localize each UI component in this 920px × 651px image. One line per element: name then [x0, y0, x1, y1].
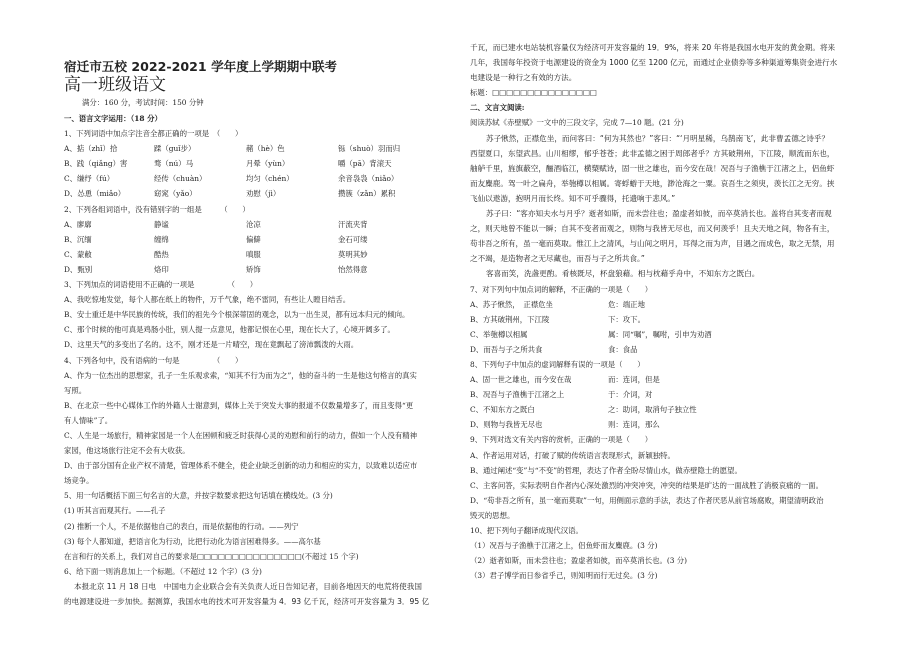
text-line: B、安士重迁是中华民族的传统，我们的祖先今个根深蒂固的观念，以为一出生灵，都有远本归元的倾向。 — [64, 310, 410, 320]
passage-line: 客喜而笑，洗盏更酌。肴核既尽，杯盘狼藉。相与枕藉乎舟中，不知东方之既白。 — [486, 269, 760, 279]
text-line: （3）君子博学而日参省乎己，则知明而行无过矣。(3 分) — [470, 571, 658, 581]
news-text-line: 的电源建设进一步加快。据测算，我国水电的技术可开发容量为 4．93 亿千瓦，经济可开发容量为 3．95 亿 — [64, 597, 430, 606]
passage-line: 舳舻千里，旌旗蔽空，酾酒临江，横槊赋诗，固一世之雄也，而今安在哉！况吾与子渔樵于江渚之上，侣鱼虾 — [470, 163, 835, 173]
option-row: B、践（qiǎng）害 骛（nú）马 月晕（yùn） 嚼（pā）背滚天 — [64, 159, 392, 169]
question-stem: 2、下列各组词语中，没有错别字的一组是 （ ） — [64, 204, 250, 214]
headline-answer-blank: 标题：□□□□□□□□□□□□□□□ — [470, 88, 597, 98]
text-line: 毁灭的思想。 — [470, 510, 515, 520]
text-line: （2）逝者如斯，而未尝往也；盈虚者如彼，而卒莫消长也。(3 分) — [470, 556, 688, 566]
text-line: 家园，他这场旅行注定不会有大收获。 — [64, 446, 190, 456]
option-row: B、沉缅 缠绵 偏僻 金石可缕 — [64, 234, 368, 244]
news-text-line: 本报北京 11 月 18 日电 中国电力企业联合会有关负责人近日告知记者，目前各地因天的电荒将使我国 — [74, 581, 422, 591]
section-heading: 二、文言文阅读: — [470, 103, 525, 113]
exam-subtitle: 高一班级语文 — [64, 75, 166, 95]
option-row: C、蒙敝 酷热 嗔服 莫明其妙 — [64, 249, 368, 259]
answer-blank-line: 在言和行的关系上，我们对自己的要求是□□□□□□□□□□□□□□□(不超过 15 个字) — [64, 551, 359, 561]
option-row: D、怂恿（miǎo） 窈窕（yǎo） 劝慰（jì） 攒簇（zǎn）累积 — [64, 189, 396, 199]
exam-meta: 满分：160 分，考试时间：150 分钟 — [82, 98, 204, 107]
question-stem: 4、下列各句中，没有语病的一句是 （ ） — [64, 355, 243, 365]
option-row: A、掂（zhǐ）拾 蹂（guǐ步） 赭（hè）色 铄（shuò）羽而归 — [64, 144, 401, 154]
option-row: D、而吾与子之所共食 食：食品 — [470, 344, 638, 354]
text-line: A、我吃惊地发觉，每个人都在纸上的物件，万千气象，绝不雷同，有些让人瞠目结舌。 — [64, 295, 351, 305]
option-row: C、不知东方之既白 之：助词，取消句子独立性 — [470, 405, 697, 415]
text-line: 场竞争。 — [64, 476, 94, 486]
text-line: D、“苟非吾之所有，虽一毫而莫取”一句，用侧面示意的手法，表达了作者厌恶从前官场腐败，期望清明政治 — [470, 495, 824, 505]
text-line: 有人情味”了。 — [64, 415, 113, 425]
option-row: A、廖廓 静谧 沧凉 汗流夹背 — [64, 219, 368, 229]
text-line: (3) 每个人都知道，把语言化为行动，比把行动化为语言困难得多。——高尔基 — [64, 536, 321, 546]
passage-line: 而友麋鹿。驾一叶之扁舟，举匏樽以相属。寄蜉蝣于天地，渺沧海之一粟。哀吾生之须臾，羡长江之无穷。挟 — [470, 178, 835, 188]
option-row: A、苏子愀然， 正襟危坐 危：端正地 — [470, 299, 645, 309]
passage-line: 苟非吾之所有，虽一毫而莫取。惟江上之清风，与山间之明月，耳得之而为声，目遇之而成色，取之无禁，用 — [470, 239, 835, 249]
text-line: A、作为一位杰出的思想家，孔子一生乐观求索，“知其不行为而为之”，他的奋斗的一生是他这句格言的真实 — [64, 370, 417, 380]
option-row: C、缣纾（fú） 经传（chuàn） 均匀（chén） 余音袅袅（niǎo） — [64, 174, 399, 184]
passage-line: 飞仙以遨游，抱明月而长终。知不可乎骤得，托遗响于悲风。” — [470, 193, 676, 203]
question-stem: 6、给下面一则消息加上一个标题。（不超过 12 个字）(3 分) — [64, 566, 262, 576]
text-line: （1）况吾与子渔樵于江渚之上，侣鱼虾而友麋鹿。(3 分) — [470, 541, 658, 551]
text-line: (1) 听其言而观其行。——孔子 — [64, 506, 166, 516]
text-line: A、作者运用对话，打破了赋的传统语言表现形式，新颖独特。 — [470, 450, 675, 460]
section-heading: 一、语言文字运用：（18 分） — [64, 114, 162, 123]
option-row: B、方其破荆州，下江陵 下：攻下。 — [470, 314, 645, 324]
text-line: C、主客问答，实际表明自作者内心深处激烈的冲突冲突，冲突的结果是旷达的一面战胜了消极哀痛的一面。 — [470, 480, 824, 490]
option-group — [64, 217, 464, 277]
text-line: (2) 推断一个人，不是依据他自己的表白，而是依据他的行动。——列宁 — [64, 521, 299, 531]
text-line: C、人生是一场旅行，精神家园是一个人在困顿和疲乏时获得心灵的劝慰和前行的动力，假如一个人没有精神 — [64, 430, 418, 440]
exam-title: 宿迁市五校 2022-2021 学年度上学期期中联考 — [64, 59, 338, 74]
passage-line: 西望夏口，东望武昌。山川相缪，郁乎苍苍；此非孟德之困于周郎者乎？方其破荆州，下江陵，顺流而东也， — [470, 148, 835, 158]
option-row: D、则物与我皆无尽也 则：连词，那么 — [470, 420, 660, 430]
option-row: C、举匏樽以相属 属：同“嘱”，嘱咐，引申为劝酒 — [470, 329, 712, 339]
news-text-line: 电建设是一种行之有效的方法。 — [470, 73, 577, 83]
option-row: B、况吾与子渔樵于江渚之上 于：介词，对 — [470, 390, 653, 400]
option-row: A、固一世之雄也，而今安在哉 而：连词，但是 — [470, 375, 660, 385]
text-line: D、这里天气的多变出了名的。这不，刚才还是一片晴空，现在竟飘起了滂沛瓢泼的大雨。 — [64, 340, 359, 350]
question-stem: 1、下列词语中加点字注音全都正确的一项是 （ ） — [64, 129, 243, 139]
question-stem: 8、下列句子中加点的虚词解释有误的一项是（ ） — [470, 359, 645, 369]
news-text-line: 几年，我国每年投资于电源建设的资金为 1000 亿至 1200 亿元，而通过企业债券等多种渠道筹集资金进行水 — [470, 58, 838, 68]
passage-line: 之，则天地曾不能以一瞬；自其不变者而观之，则物与我皆无尽也，而又何羡乎！且夫天地之间，物各有主， — [470, 224, 835, 234]
passage-line: 之不竭，是造物者之无尽藏也，而吾与子之所共食。” — [470, 254, 645, 264]
question-stem: 7、对下列句中加点词的解释，不正确的一项是（ ） — [470, 284, 653, 294]
right-column — [470, 40, 870, 583]
passage-line: 苏子曰：“客亦知夫水与月乎？逝者如斯，而未尝往也；盈虚者如彼，而卒莫消长也。盖将自其变者而观 — [486, 209, 832, 219]
question-stem: 5、用一句话概括下面三句名言的大意，并按字数要求把这句话填在横线处。(3 分) — [64, 491, 333, 501]
question-stem: 3、下列加点的词语使用不正确的一项是 （ ） — [64, 280, 258, 290]
question-stem: 10、把下列句子翻译成现代汉语。 — [470, 526, 583, 535]
passage-line: 苏子愀然，正襟危坐，而问客曰：“何为其然也？”客曰：“‘月明星稀，乌鹊南飞’，此非曹孟德之诗乎？ — [486, 133, 830, 143]
text-line: 写照。 — [64, 385, 87, 395]
option-row: D、甄别 烙印 矫饰 怡然得意 — [64, 264, 368, 274]
question-stem: 9、下列对选文有关内容的赏析，正确的一项是（ ） — [470, 435, 653, 445]
text-line: B、通过阐述“变”与“不变”的哲理，表达了作者全盼尽情山水，做赤壁隐士的愿望。 — [470, 465, 742, 475]
option-group — [64, 141, 464, 201]
news-text-line: 千瓦，而已建水电站装机容量仅为经济可开发容量的 19．9%，将来 20 年将是我国水电开发的黄金期。将来 — [470, 43, 836, 52]
text-line: D、由于部分国有企业产权不清楚，管理体系不健全，使企业缺乏创新的动力和相应的实力，以致难以适应市 — [64, 461, 418, 471]
text-line: C、那个时候的他可真是鸡肠小肚，别人提一点意见，他都记恨在心里，现在长大了，心境开阔多了。 — [64, 325, 395, 335]
left-column — [64, 58, 464, 609]
classical-passage — [470, 131, 870, 282]
text-line: B、在北京一些中心媒体工作的外籍人士谢意到，媒体上关于突发大事的报道不仅数量增多了，而且变得“更 — [64, 400, 414, 410]
section-prompt: 阅读苏轼《赤壁赋》一文中的三段文字，完成 7—10 题。(21 分) — [470, 118, 684, 128]
